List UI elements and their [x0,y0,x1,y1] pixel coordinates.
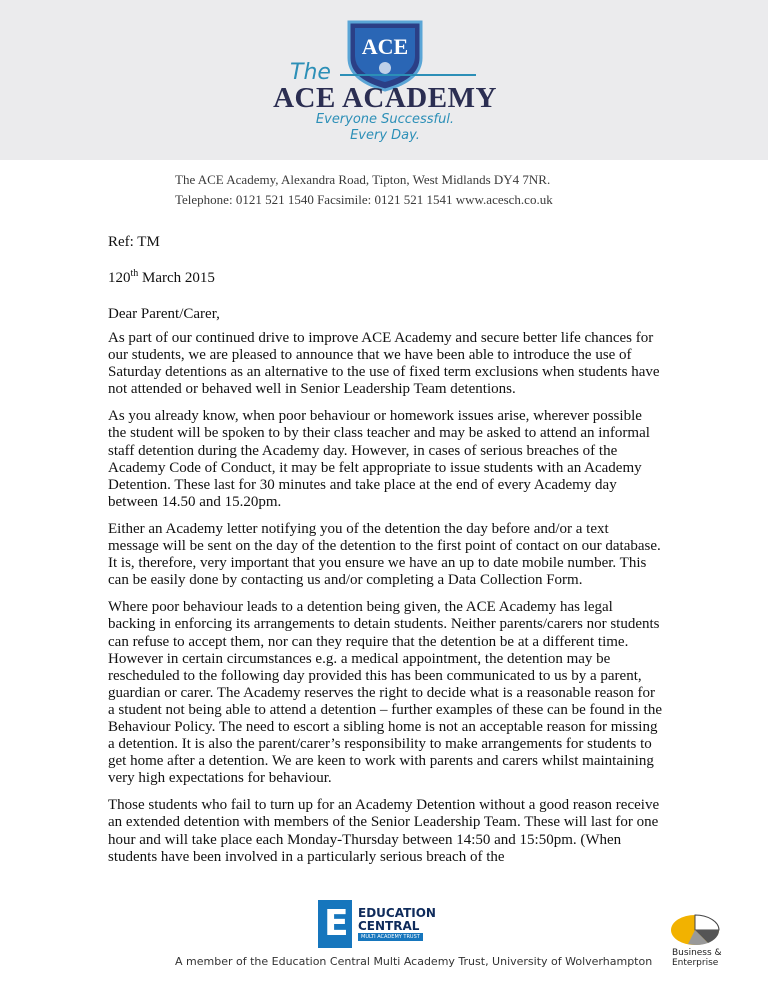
academy-crest-icon [343,18,427,92]
ec-subtitle: MULTI ACADEMY TRUST [358,933,423,941]
business-enterprise-pie-icon [668,908,722,948]
letter-reference: Ref: TM [108,234,160,250]
letter-date [108,268,215,287]
paragraph: As part of our continued drive to improve ACE Academy and secure better life chances for our students, we are pleased to announce that we have been able to introduce the use of Saturday detentions as an alternative to the use of fixed term exclusions when students have not attended or behaved well in Senior Leadership Team detentions. [108,330,660,398]
letter-body [108,330,663,876]
ec-square-icon [318,900,352,948]
academy-name-logo: ACE ACADEMY [273,82,497,114]
ec-name-line2: CENTRAL [358,919,420,933]
date-month-year: March 2015 [138,270,215,286]
be-line-1: Business & [672,948,722,958]
paragraph: Where poor behaviour leads to a detention being given, the ACE Academy has legal backing in enforcing its arrangements to detain students. Neither parents/carers nor students can refuse to accept them, nor can they require that the detention be at a different time. However in certain circumstances e.g. a medical appointment, the detention may be rescheduled to the following day provided this has been communicated to us by a parent, guardian or carer. The Academy reserves the right to decide what is a reasonable reason for a student not being able to attend a detention – further examples of these can be found in the Behaviour Policy. The need to escort a sibling home is not an acceptable reason for missing a detention. It is also the parent/carer’s responsibility to make arrangements for students to get home after a detention. We are keen to work with parents and carers whilst maintaining very high expectations for behaviour. [108,599,662,787]
date-day: 120 [108,270,131,286]
ec-name-line1: EDUCATION [358,906,436,920]
motto-line-1: Everyone Successful. [315,112,455,127]
trust-membership-text: A member of the Education Central Multi Academy Trust, University of Wolverhampton [175,955,653,968]
logo-underline [340,74,476,76]
letterhead-banner [0,0,768,160]
svg-text:ACE: ACE [361,34,409,59]
school-address: The ACE Academy, Alexandra Road, Tipton, West Midlands DY4 7NR. [175,172,551,187]
logo-the-text: The [290,60,331,85]
paragraph: As you already know, when poor behaviour or homework issues arise, wherever possible the student will be spoken to by their class teacher and may be asked to attend an informal staff detention during the Academy day. However, in cases of serious breaches of the Academy Code of Conduct, it may be felt appropriate to issue students with an Academy Detention. These last for 30 minutes and take place at the end of every Academy day between 14.50 and 15.20pm. [108,408,650,510]
paragraph: Either an Academy letter notifying you of the detention the day before and/or a text message will be sent on the day of the detention to the first point of contact on our database. It is, therefore, very important that you ensure we have an up to date mobile number. This can be easily done by contacting us and/or completing a Data Collection Form. [108,520,661,589]
ec-letter: E [324,903,349,944]
paragraph: Those students who fail to turn up for an Academy Detention without a good reason receive an extended detention with members of the Senior Leadership Team. These will last for one hour and will take place each Monday-Thursday between 14:50 and 15:50pm. (When students have been involved in a particularly serious breach of the [108,797,660,865]
business-enterprise-label [672,948,732,968]
salutation: Dear Parent/Carer, [108,306,220,322]
date-suffix: th [130,268,139,279]
be-line-2: Enterprise [672,958,719,968]
school-contact-line: Telephone: 0121 521 1540 Facsimile: 0121 521 1541 www.acesch.co.uk [175,192,553,207]
motto-line-2: Every Day. [350,128,420,143]
